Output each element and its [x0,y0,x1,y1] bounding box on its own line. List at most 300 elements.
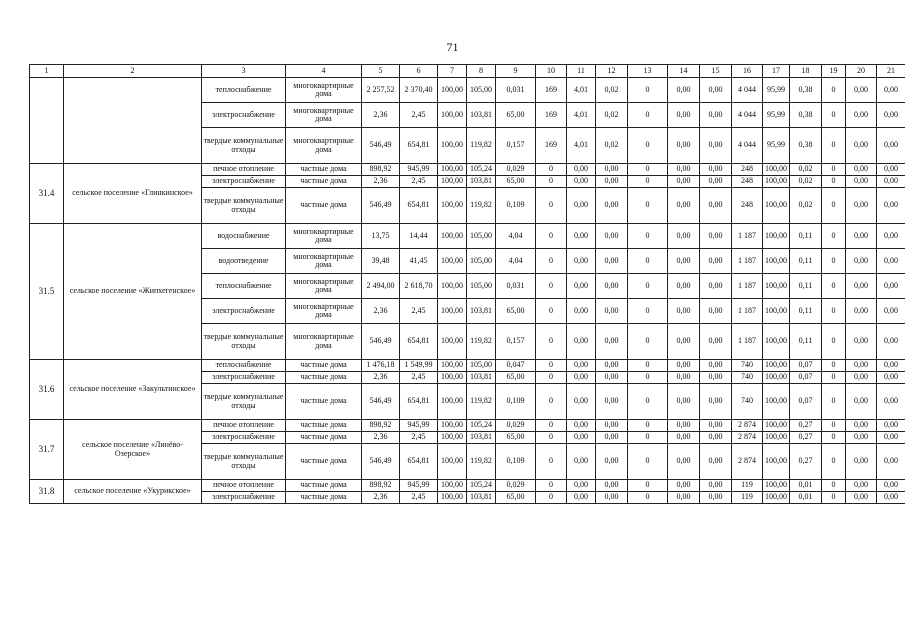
table-cell: 0,029 [496,420,536,432]
table-cell: 0,00 [846,299,877,324]
table-cell: 0 [536,492,567,504]
table-cell: 100,00 [438,78,467,103]
table-cell: 0 [536,444,567,480]
table-cell: 4 044 [732,78,763,103]
header-cell: 15 [700,65,732,78]
table-cell: 0,38 [790,103,822,128]
table-cell: 65,00 [496,299,536,324]
table-cell: 0 [822,164,846,176]
table-cell: 0 [822,274,846,299]
table-cell: 39,48 [362,249,400,274]
table-cell: 0,157 [496,324,536,360]
table-cell: 100,00 [438,372,467,384]
table-cell: 0,00 [877,420,905,432]
table-cell: 100,00 [438,384,467,420]
table-cell: 105,00 [467,274,496,299]
table-cell: 0 [822,188,846,224]
table-cell: 0 [536,224,567,249]
table-cell: 0,00 [668,324,700,360]
table-cell: 0,00 [846,384,877,420]
group-number: 31.6 [30,360,64,420]
table-cell: 2,45 [400,432,438,444]
table-cell: 0,00 [668,274,700,299]
table-cell: 0,00 [567,176,596,188]
table-cell: 0,02 [596,103,628,128]
table-cell: 248 [732,188,763,224]
table-cell: 0,00 [877,188,905,224]
table-cell: 2,45 [400,492,438,504]
table-cell: 100,00 [438,128,467,164]
table-cell: 0,00 [700,176,732,188]
header-cell: 11 [567,65,596,78]
table-cell: печное отопление [202,420,286,432]
table-cell: 1 187 [732,274,763,299]
table-cell: 0,00 [846,164,877,176]
table-cell: 0,00 [700,188,732,224]
table-cell: многоквартирные дома [286,128,362,164]
table-cell: многоквартирные дома [286,299,362,324]
table-cell: 0,00 [846,444,877,480]
table-cell: 105,24 [467,164,496,176]
table-cell: 100,00 [763,372,790,384]
table-cell: 0,00 [846,492,877,504]
table-cell: 0,00 [596,299,628,324]
table-cell: 100,00 [763,432,790,444]
table-cell: 945,99 [400,420,438,432]
table-cell: 2 370,40 [400,78,438,103]
table-cell: 0 [628,176,668,188]
table-cell: 0,00 [668,384,700,420]
table-cell: 2,36 [362,103,400,128]
table-cell: 100,00 [763,480,790,492]
table-cell: 0,00 [567,249,596,274]
table-cell: 4,01 [567,78,596,103]
table-cell: 0,00 [700,299,732,324]
table-cell: 41,45 [400,249,438,274]
table-cell: 0,00 [567,432,596,444]
settlement-name: сельское поселение «Жипхегенское» [64,224,202,360]
header-cell: 12 [596,65,628,78]
table-cell: 0,00 [567,324,596,360]
table-cell: 95,99 [763,103,790,128]
table-cell: 0,38 [790,78,822,103]
table-cell: 0,00 [596,224,628,249]
table-cell: частные дома [286,480,362,492]
table-cell: 0,00 [877,224,905,249]
table-cell: 0,00 [596,492,628,504]
table-cell: 0,00 [567,274,596,299]
table-cell: 65,00 [496,432,536,444]
table-cell: 0 [628,224,668,249]
table-cell: 0 [822,224,846,249]
table-cell: 2,45 [400,103,438,128]
table-cell: 0 [536,164,567,176]
table-cell: 0,00 [877,444,905,480]
table-cell: 0,00 [567,420,596,432]
table-cell: 100,00 [763,249,790,274]
table-row [30,360,905,372]
table-cell: 0,00 [567,372,596,384]
table-row [30,78,905,103]
table-cell: 1 187 [732,299,763,324]
table-cell: 100,00 [438,360,467,372]
table-cell: 0,00 [700,432,732,444]
table-cell: 0,00 [700,372,732,384]
table-cell: 0,109 [496,384,536,420]
table-cell: 0,00 [877,78,905,103]
table-cell: 0 [822,420,846,432]
table-cell: теплоснабжение [202,360,286,372]
table-cell: 740 [732,372,763,384]
header-cell: 18 [790,65,822,78]
table-cell: 4 044 [732,128,763,164]
table-cell: 0 [536,420,567,432]
table-cell: 0 [822,249,846,274]
table-cell: 0 [628,299,668,324]
table-cell: 0,00 [567,299,596,324]
table-cell: 2,45 [400,372,438,384]
table-cell: 0 [628,444,668,480]
table-cell: 546,49 [362,384,400,420]
table-cell: 103,81 [467,103,496,128]
table-cell: 2 874 [732,444,763,480]
table-cell: 0,00 [846,78,877,103]
header-cell: 16 [732,65,763,78]
table-cell: 0,00 [700,103,732,128]
table-cell: 0,00 [700,249,732,274]
table-cell: 0 [822,384,846,420]
table-cell: 0 [822,372,846,384]
table-cell: 103,81 [467,492,496,504]
table-cell: 0,11 [790,299,822,324]
table-cell: 100,00 [438,444,467,480]
table-cell: многоквартирные дома [286,78,362,103]
table-cell: частные дома [286,164,362,176]
table-cell: 0,27 [790,444,822,480]
table-cell: 945,99 [400,164,438,176]
table-cell: 0 [628,420,668,432]
table-cell: 0,00 [877,176,905,188]
table-cell: 65,00 [496,372,536,384]
table-cell: 0,109 [496,444,536,480]
table-cell: 105,24 [467,420,496,432]
table-cell: 0,00 [668,224,700,249]
table-cell: 100,00 [763,299,790,324]
table-cell: 1 476,18 [362,360,400,372]
table-cell: 0 [628,78,668,103]
table-cell: твердые коммунальные отходы [202,128,286,164]
table-cell: 0 [536,480,567,492]
table-cell: 0,00 [567,480,596,492]
table-cell: 169 [536,78,567,103]
header-cell: 4 [286,65,362,78]
group-number: 31.5 [30,224,64,360]
table-cell: 546,49 [362,324,400,360]
table-cell: теплоснабжение [202,78,286,103]
settlement-name: сельское поселение «Укурикское» [64,480,202,504]
table-cell: твердые коммунальные отходы [202,324,286,360]
table-cell: частные дома [286,432,362,444]
table-cell: 546,49 [362,128,400,164]
table-cell: электроснабжение [202,299,286,324]
table-cell: 0,00 [567,444,596,480]
table-cell: частные дома [286,384,362,420]
table-cell: 0 [822,128,846,164]
table-body [30,65,905,504]
table-cell: 0,11 [790,224,822,249]
header-cell: 10 [536,65,567,78]
header-cell: 9 [496,65,536,78]
tariff-table [29,64,905,504]
table-cell: 100,00 [763,444,790,480]
group-number [30,78,64,164]
table-cell: 100,00 [438,274,467,299]
table-cell: 0,00 [596,384,628,420]
header-cell: 13 [628,65,668,78]
table-cell: 0,02 [596,78,628,103]
table-cell: 0,00 [700,480,732,492]
table-cell: 0,00 [877,492,905,504]
table-cell: 0,00 [846,103,877,128]
table-cell: 0,00 [700,384,732,420]
table-cell: 0,00 [668,420,700,432]
table-cell: 0,00 [596,360,628,372]
table-cell: 4,01 [567,103,596,128]
table-cell: 0,00 [877,249,905,274]
table-cell: твердые коммунальные отходы [202,384,286,420]
table-cell: 898,92 [362,420,400,432]
table-cell: 4,04 [496,249,536,274]
table-cell: 0,031 [496,274,536,299]
table-cell: 0,00 [846,324,877,360]
table-cell: 100,00 [763,492,790,504]
table-cell: 0,00 [877,324,905,360]
table-cell: 0 [628,480,668,492]
table-cell: 100,00 [438,103,467,128]
table-cell: 100,00 [438,420,467,432]
table-cell: 100,00 [763,420,790,432]
table-cell: 2 257,52 [362,78,400,103]
table-cell: 0,00 [700,420,732,432]
table-cell: 0 [536,372,567,384]
table-cell: 0,00 [846,128,877,164]
table-cell: 654,81 [400,324,438,360]
table-cell: 1 549,99 [400,360,438,372]
table-cell: 0 [822,360,846,372]
table-cell: 0,031 [496,78,536,103]
table-cell: 2,36 [362,299,400,324]
table-cell: 0,00 [567,224,596,249]
page-number: 71 [446,40,459,54]
table-cell: 0,11 [790,274,822,299]
table-cell: 2,45 [400,299,438,324]
table-cell: частные дома [286,492,362,504]
table-cell: частные дома [286,176,362,188]
table-cell: 0,00 [877,128,905,164]
table-cell: 0,00 [596,444,628,480]
table-cell: 100,00 [438,492,467,504]
table-cell: 100,00 [438,188,467,224]
header-cell: 3 [202,65,286,78]
table-cell: 103,81 [467,432,496,444]
table-cell: 0,00 [596,274,628,299]
table-cell: 0 [822,324,846,360]
table-cell: 0,00 [846,432,877,444]
table-cell: 13,75 [362,224,400,249]
table-cell: 105,24 [467,480,496,492]
table-cell: многоквартирные дома [286,274,362,299]
table-cell: 0 [536,384,567,420]
table-cell: 0,00 [700,444,732,480]
table-cell: 0,00 [846,420,877,432]
table-cell: 100,00 [438,176,467,188]
header-cell: 20 [846,65,877,78]
table-cell: 2,36 [362,176,400,188]
table-cell: 65,00 [496,176,536,188]
table-cell: 4,04 [496,224,536,249]
table-cell: 546,49 [362,188,400,224]
table-cell: 0,00 [596,372,628,384]
table-cell: 0 [628,372,668,384]
header-cell: 6 [400,65,438,78]
table-cell: 0,00 [846,274,877,299]
table-cell: электроснабжение [202,372,286,384]
table-cell: 0,047 [496,360,536,372]
table-cell: 0 [822,492,846,504]
settlement-name [64,78,202,164]
table-cell: 119 [732,480,763,492]
table-cell: 0,11 [790,324,822,360]
table-cell: 0,109 [496,188,536,224]
table-row [30,164,905,176]
table-cell: 0,00 [567,384,596,420]
table-cell: 0 [628,324,668,360]
table-cell: 100,00 [763,324,790,360]
table-cell: 2 874 [732,420,763,432]
table-cell: 0,00 [668,360,700,372]
table-cell: 546,49 [362,444,400,480]
table-cell: 2,36 [362,372,400,384]
table-cell: 898,92 [362,480,400,492]
table-cell: 0,11 [790,249,822,274]
table-cell: частные дома [286,444,362,480]
table-row [30,420,905,432]
table-cell: 0,00 [668,299,700,324]
table-cell: 0,00 [668,432,700,444]
table-cell: 0 [536,176,567,188]
header-cell: 21 [877,65,905,78]
table-cell: 4 044 [732,103,763,128]
table-cell: 100,00 [763,224,790,249]
table-cell: 0,00 [700,274,732,299]
table-cell: 0 [628,384,668,420]
table-cell: 0 [536,274,567,299]
table-cell: 0 [628,274,668,299]
group-number: 31.8 [30,480,64,504]
table-cell: 0,01 [790,480,822,492]
table-cell: 0,00 [596,188,628,224]
table-cell: 0 [628,492,668,504]
table-cell: 0,00 [846,224,877,249]
table-cell: 0,00 [877,480,905,492]
table-cell: 654,81 [400,444,438,480]
table-cell: 0,00 [700,164,732,176]
table-cell: 0,27 [790,432,822,444]
table-cell: 248 [732,176,763,188]
table-cell: 119,82 [467,444,496,480]
settlement-name: сельское поселение «Закультинское» [64,360,202,420]
table-cell: 0,00 [668,249,700,274]
table-cell: 95,99 [763,128,790,164]
table-cell: 2 874 [732,432,763,444]
table-cell: 0,00 [668,444,700,480]
table-cell: 0,00 [846,480,877,492]
table-cell: 0 [822,444,846,480]
table-cell: многоквартирные дома [286,249,362,274]
table-cell: 0,00 [877,384,905,420]
settlement-name: сельское поселение «Линёво-Озерское» [64,420,202,480]
header-cell: 17 [763,65,790,78]
table-cell: 654,81 [400,188,438,224]
table-cell: 0,00 [668,372,700,384]
table-cell: 0 [628,432,668,444]
table-cell: 0,02 [790,188,822,224]
table-cell: 65,00 [496,103,536,128]
table-cell: 0,00 [668,480,700,492]
table-cell: 105,00 [467,249,496,274]
table-cell: 0,02 [790,176,822,188]
table-cell: 0 [822,176,846,188]
table-cell: 0 [536,299,567,324]
table-cell: 0 [628,103,668,128]
table-cell: 0,00 [596,420,628,432]
table-cell: 0 [822,480,846,492]
header-cell: 2 [64,65,202,78]
table-cell: 2,36 [362,432,400,444]
table-cell: 4,01 [567,128,596,164]
table-cell: 740 [732,360,763,372]
table-cell: 0,00 [877,432,905,444]
table-cell: 0,00 [567,360,596,372]
table-cell: 0 [628,188,668,224]
table-cell: 0,00 [700,360,732,372]
table-cell: 100,00 [763,188,790,224]
table-row [30,480,905,492]
table-cell: 0 [628,164,668,176]
table-cell: 0,02 [790,164,822,176]
header-cell: 8 [467,65,496,78]
table-cell: 0,27 [790,420,822,432]
table-cell: частные дома [286,188,362,224]
table-cell: 0 [536,432,567,444]
table-cell: 14,44 [400,224,438,249]
table-cell: 0 [822,432,846,444]
table-cell: 100,00 [438,224,467,249]
table-cell: 0,07 [790,360,822,372]
table-cell: 0,00 [668,103,700,128]
header-cell: 1 [30,65,64,78]
table-cell: 100,00 [438,324,467,360]
table-cell: многоквартирные дома [286,224,362,249]
table-cell: 0 [628,360,668,372]
table-cell: 100,00 [438,480,467,492]
table-cell: 0,157 [496,128,536,164]
table-cell: 0,00 [596,432,628,444]
table-cell: 0,00 [700,78,732,103]
table-cell: 0 [536,360,567,372]
table-cell: 169 [536,103,567,128]
settlement-name: сельское поселение «Глинкинское» [64,164,202,224]
